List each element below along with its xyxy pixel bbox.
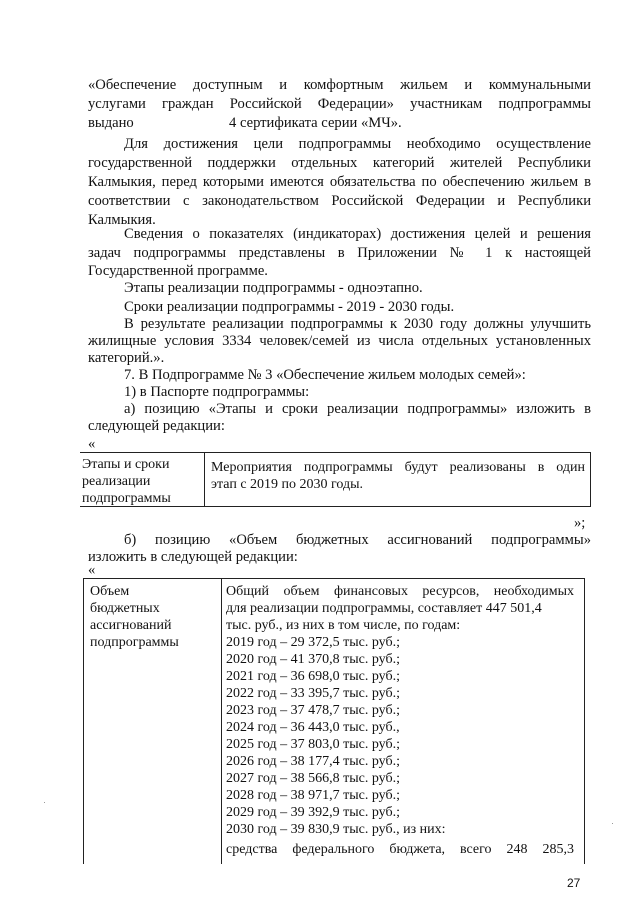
table-cell: Мероприятия подпрограммы будут реализованы в один — [211, 460, 585, 475]
quote-close: »; — [574, 515, 586, 531]
text-line: услугами граждан Российской Федерации» участникам подпрограммы — [88, 96, 591, 112]
table-cell: бюджетных — [90, 601, 160, 616]
text-line: Сведения о показателях (индикаторах) достижения целей и решения — [124, 226, 591, 242]
table-cell: средства федерального бюджета, всего 248 285,3 — [226, 842, 574, 857]
text-line: Государственной программе. — [88, 263, 268, 279]
text-line: б) позицию «Объем бюджетных ассигнований подпрограммы» — [124, 532, 591, 548]
table-cell: 2019 год – 29 372,5 тыс. руб.; — [226, 635, 400, 650]
text-line: Калмыкия. — [88, 212, 156, 228]
budget-table — [83, 578, 585, 864]
table-cell: Объем — [90, 584, 130, 599]
table-cell: подпрограммы — [90, 635, 179, 650]
table-cell: 2021 год – 36 698,0 тыс. руб.; — [226, 669, 400, 684]
table-cell: реализации — [82, 474, 151, 489]
scan-speck — [44, 802, 45, 803]
text-line: 1) в Паспорте подпрограммы: — [124, 384, 310, 400]
text-line: соответствии с законодательством Российской Федерации и Республики — [88, 193, 591, 209]
table-cell: для реализации подпрограммы, составляет 447 501,4 — [226, 601, 542, 616]
table-cell: ассигнований — [90, 618, 172, 633]
page-number: 27 — [567, 876, 581, 890]
quote-open: « — [88, 562, 96, 578]
table-cell: 2028 год – 38 971,7 тыс. руб.; — [226, 788, 400, 803]
table-cell: Этапы и сроки — [82, 457, 170, 472]
text-line: жилищные условия 3334 человек/семей из числа отдельных установленных — [88, 333, 591, 349]
scan-speck — [612, 823, 613, 824]
text-line: В результате реализации подпрограммы к 2030 году должны улучшить — [124, 316, 591, 332]
text-line: а) позицию «Этапы и сроки реализации подпрограммы» изложить в — [124, 401, 591, 417]
text-line: Для достижения цели подпрограммы необходимо осуществление — [124, 136, 591, 152]
table-cell: 2022 год – 33 395,7 тыс. руб.; — [226, 686, 400, 701]
text-line: выдано — [88, 115, 134, 131]
table-cell: 2026 год – 38 177,4 тыс. руб.; — [226, 754, 400, 769]
text-line: следующей редакции: — [88, 418, 225, 434]
stages-table — [80, 452, 591, 507]
table-cell: 2025 год – 37 803,0 тыс. руб.; — [226, 737, 400, 752]
text-line: задач подпрограммы представлены в Приложении № 1 к настоящей — [88, 245, 591, 261]
text-line: 4 сертификата серии «МЧ». — [229, 115, 402, 131]
table-cell: тыс. руб., из них в том числе, по годам: — [226, 618, 461, 633]
text-line: Этапы реализации подпрограммы - одноэтапно. — [124, 280, 423, 296]
table-cell: 2030 год – 39 830,9 тыс. руб., из них: — [226, 822, 446, 837]
text-line: категорий.». — [88, 350, 165, 366]
text-line: Калмыкия, перед которыми имеются обязательства по обеспечению жильем в — [88, 174, 591, 190]
text-line: Сроки реализации подпрограммы - 2019 - 2030 годы. — [124, 299, 455, 315]
table-cell: 2029 год – 39 392,9 тыс. руб.; — [226, 805, 400, 820]
quote-open: « — [88, 436, 96, 452]
table-cell: 2020 год – 41 370,8 тыс. руб.; — [226, 652, 400, 667]
text-line: 7. В Подпрограмме № 3 «Обеспечение жильем молодых семей»: — [124, 367, 526, 383]
text-line: «Обеспечение доступным и комфортным жильем и коммунальными — [88, 77, 591, 93]
text-line: государственной поддержки отдельных категорий жителей Республики — [88, 155, 591, 171]
table-cell: Общий объем финансовых ресурсов, необходимых — [226, 584, 574, 599]
text-line: изложить в следующей редакции: — [88, 549, 298, 565]
table-cell: 2027 год – 38 566,8 тыс. руб.; — [226, 771, 400, 786]
table-cell: 2024 год – 36 443,0 тыс. руб., — [226, 720, 400, 735]
table-cell: подпрограммы — [82, 491, 171, 506]
table-cell: 2023 год – 37 478,7 тыс. руб.; — [226, 703, 400, 718]
table-cell: этап с 2019 по 2030 годы. — [211, 477, 364, 492]
